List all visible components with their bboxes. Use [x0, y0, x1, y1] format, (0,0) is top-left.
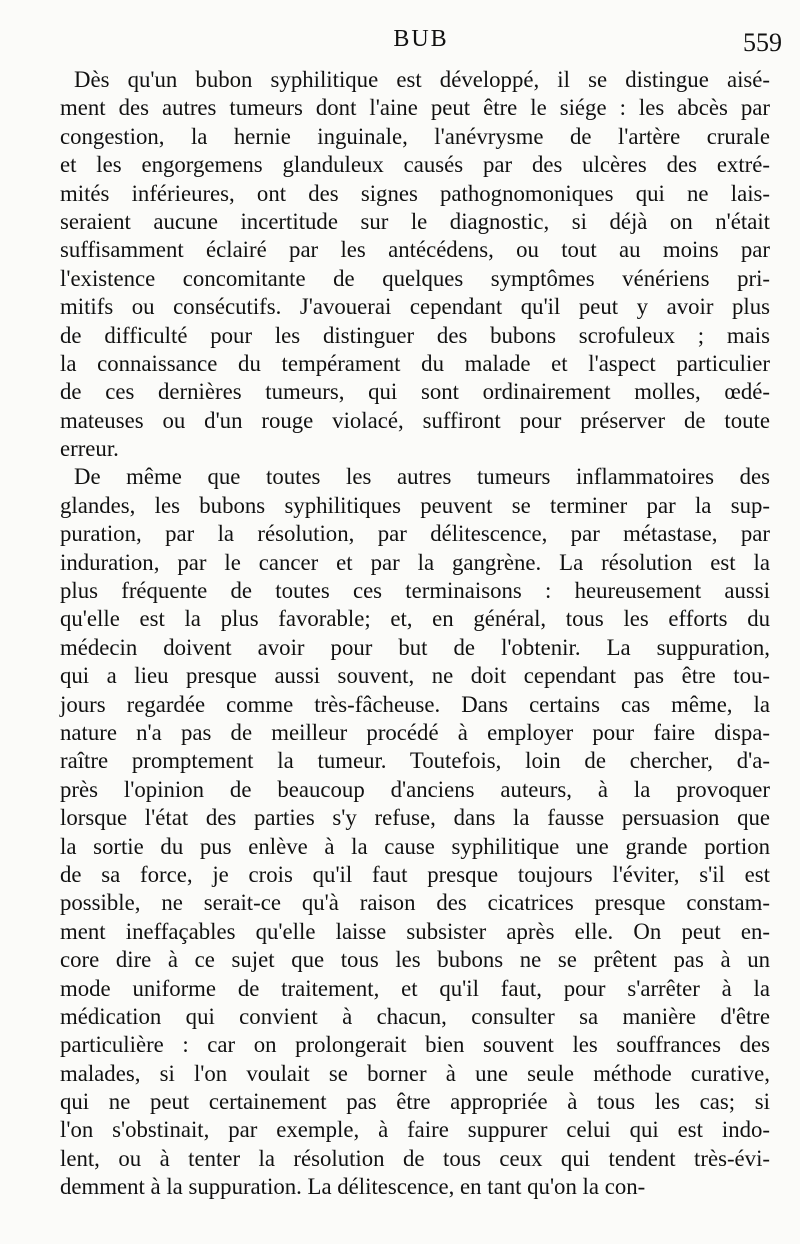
text-line: congestion, la hernie inguinale, l'anévrysme de l'artère crurale: [60, 123, 770, 149]
text-line: demment à la suppuration. La délitescence, en tant qu'on la con-: [60, 1174, 646, 1200]
text-line: raître promptement la tumeur. Toutefois, loin de chercher, d'a-: [60, 748, 770, 774]
text-line: l'existence concomitante de quelques symptômes vénériens pri-: [60, 265, 770, 291]
text-line: erreur.: [60, 436, 119, 462]
text-line: la connaissance du tempérament du malade et l'aspect particulier: [60, 350, 770, 376]
text-line: ment ineffaçables qu'elle laisse subsister après elle. On peut en-: [60, 918, 770, 944]
text-line: induration, par le cancer et par la gangrène. La résolution est la: [60, 549, 770, 575]
text-line: core dire à ce sujet que tous les bubons ne se prêtent pas à un: [60, 947, 770, 973]
text-line: suffisamment éclairé par les antécédens, ou tout au moins par: [60, 237, 770, 263]
text-line: nature n'a pas de meilleur procédé à employer pour faire dispa-: [60, 719, 770, 745]
text-line: de sa force, je crois qu'il faut presque toujours l'éviter, s'il est: [60, 861, 770, 887]
text-line: de difficulté pour les distinguer des bubons scrofuleux ; mais: [60, 322, 770, 348]
text-line: ment des autres tumeurs dont l'aine peut être le siége : les abcès par: [60, 95, 770, 121]
text-line: glandes, les bubons syphilitiques peuvent se terminer par la sup-: [60, 492, 770, 518]
text-line: plus fréquente de toutes ces terminaisons : heureusement aussi: [60, 578, 770, 604]
text-line: de ces dernières tumeurs, qui sont ordinairement molles, œdé-: [60, 379, 770, 405]
text-line: qui a lieu presque aussi souvent, ne doit cependant pas être tou-: [60, 663, 770, 689]
text-line: mitifs ou consécutifs. J'avouerai cependant qu'il peut y avoir plus: [60, 294, 770, 320]
text-line: puration, par la résolution, par délitescence, par métastase, par: [60, 521, 770, 547]
page-number: 559: [743, 28, 782, 57]
text-line: malades, si l'on voulait se borner à une seule méthode curative,: [60, 1060, 770, 1086]
text-line: seraient aucune incertitude sur le diagnostic, si déjà on n'était: [60, 208, 770, 234]
text-line: particulière : car on prolongerait bien souvent les souffrances des: [60, 1032, 770, 1058]
text-line: qu'elle est la plus favorable; et, en général, tous les efforts du: [60, 606, 770, 632]
text-line: Dès qu'un bubon syphilitique est développé, il se distingue aisé-: [74, 67, 770, 92]
text-line: médication qui convient à chacun, consulter sa manière d'être: [60, 1003, 770, 1029]
text-line: près l'opinion de beaucoup d'anciens auteurs, à la provoquer: [60, 776, 770, 802]
text-line: possible, ne serait-ce qu'à raison des cicatrices presque constam-: [60, 890, 770, 916]
text-line: mités inférieures, ont des signes pathognomoniques qui ne lais-: [60, 180, 770, 206]
text-line: mateuses ou d'un rouge violacé, suffiront pour préserver de toute: [60, 407, 770, 433]
text-line: De même que toutes les autres tumeurs inflammatoires des: [74, 464, 770, 490]
text-line: la sortie du pus enlève à la cause syphilitique une grande portion: [60, 833, 770, 859]
text-line: jours regardée comme très-fâcheuse. Dans certains cas même, la: [60, 691, 770, 717]
text-line: qui ne peut certainement pas être appropriée à tous les cas; si: [60, 1089, 770, 1115]
text-line: lorsque l'état des parties s'y refuse, dans la fausse persuasion que: [60, 805, 770, 831]
page-header: [60, 16, 782, 56]
text-line: et les engorgemens glanduleux causés par des ulcères des extré-: [60, 152, 770, 178]
paragraph: [60, 66, 770, 463]
text-line: mode uniforme de traitement, et qu'il faut, pour s'arrêter à la: [60, 975, 770, 1001]
text-line: l'on s'obstinait, par exemple, à faire suppurer celui qui est indo-: [60, 1117, 770, 1143]
text-line: lent, ou à tenter la résolution de tous ceux qui tendent très-évi-: [60, 1145, 770, 1171]
paragraph: [60, 463, 770, 1201]
body-text: [60, 66, 770, 1202]
running-head: BUB: [393, 26, 449, 52]
text-line: médecin doivent avoir pour but de l'obtenir. La suppuration,: [60, 634, 770, 660]
